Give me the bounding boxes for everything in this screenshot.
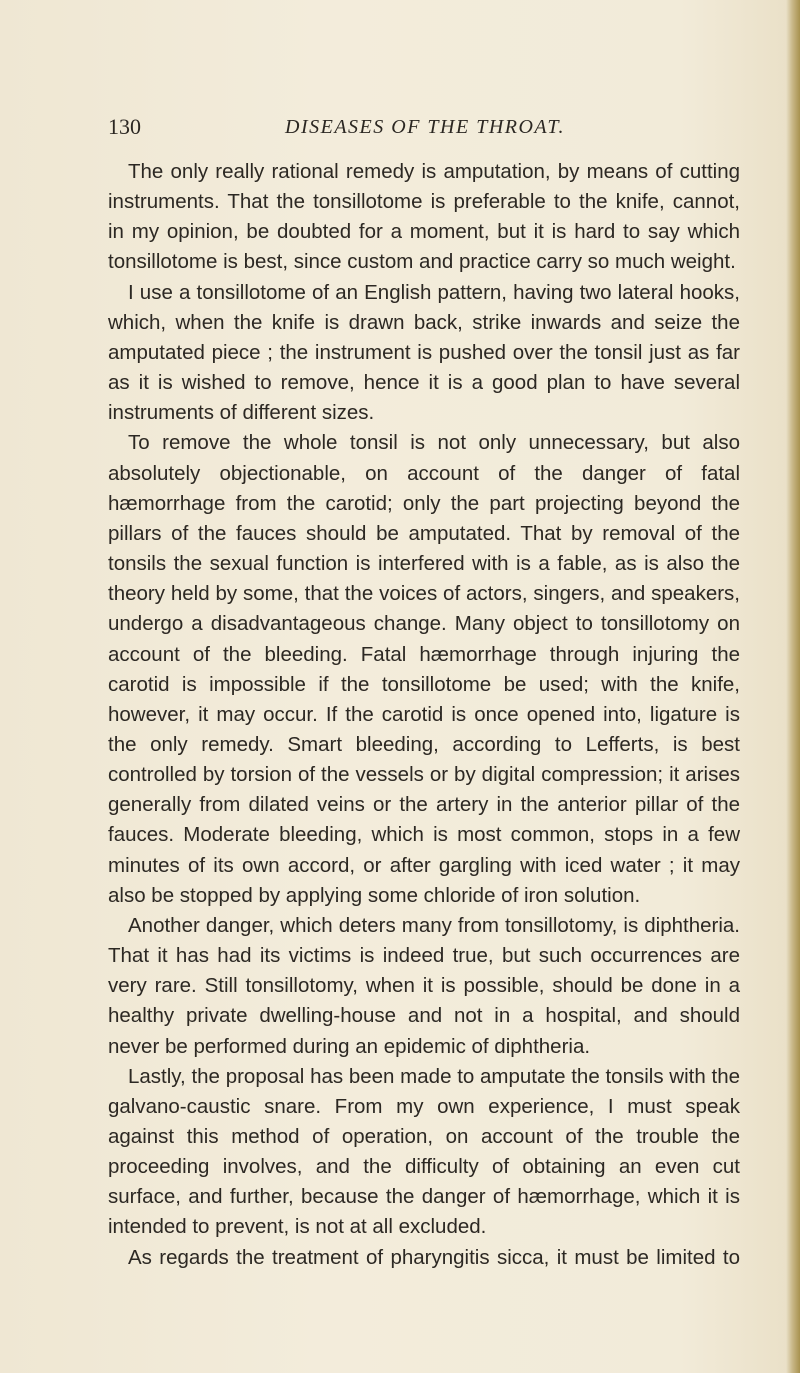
paragraph: Another danger, which deters many from tonsillotomy, is diphtheria. That it has had its victims is indeed true, but such occurrences are very rare. Still tonsillotomy, when it is possible, should be done in a healthy private dwelling-house and not in a hospital, and should never be performed during an epidemic of diphtheria. (108, 913, 740, 1058)
paragraph: Lastly, the proposal has been made to amputate the tonsils with the galvano-caustic snare. From my own experience, I must speak against this method of operation, on account of the trouble the proceeding involves, and the difficulty of obtaining an even cut surface, and further, because the danger of hæmorrhage, which it is intended to prevent, is not at all excluded. (108, 1064, 740, 1239)
paragraph: I use a tonsillotome of an English pattern, having two lateral hooks, which, when the knife is drawn back, strike inwards and seize the amputated piece ; the instrument is pushed over the tonsil just as far as it is wished to remove, hence it is a good plan to have several instruments of different sizes. (108, 280, 740, 425)
paragraph: As regards the treatment of pharyngitis sicca, it must be limited to (128, 1245, 740, 1269)
page-edge-shadow (786, 0, 800, 1373)
running-title: DISEASES OF THE THROAT. (285, 116, 566, 138)
page-header (108, 116, 748, 146)
paragraph: To remove the whole tonsil is not only unnecessary, but also absolutely objectionable, on account of the danger of fatal hæmorrhage from the carotid; only the part projecting beyond the pillars of the fauces should be amputated. That by removal of the tonsils the sexual function is interfered with is a fable, as is also the theory held by some, that the voices of actors, singers, and speakers, undergo a disadvantageous change. Many object to tonsillotomy on account of the bleeding. Fatal hæmorrhage through injuring the carotid is impossible if the tonsillotome be used; with the knife, however, it may occur. If the carotid is once opened into, ligature is the only remedy. Smart bleeding, according to Lefferts, is best controlled by torsion of the vessels or by digital compression; it arises generally from dilated veins or the artery in the anterior pillar of the fauces. Moderate bleeding, which is most common, stops in a few minutes of its own accord, or after gargling with iced water ; it may also be stopped by applying some chloride of iron solution. (108, 431, 740, 907)
page-number: 130 (108, 114, 141, 139)
body-text (108, 157, 740, 1273)
paragraph: The only really rational remedy is amputation, by means of cutting instruments. That the tonsillotome is preferable to the knife, cannot, in my opinion, be doubted for a moment, but it is hard to say which tonsillotome is best, since custom and practice carry so much weight. (108, 160, 740, 274)
